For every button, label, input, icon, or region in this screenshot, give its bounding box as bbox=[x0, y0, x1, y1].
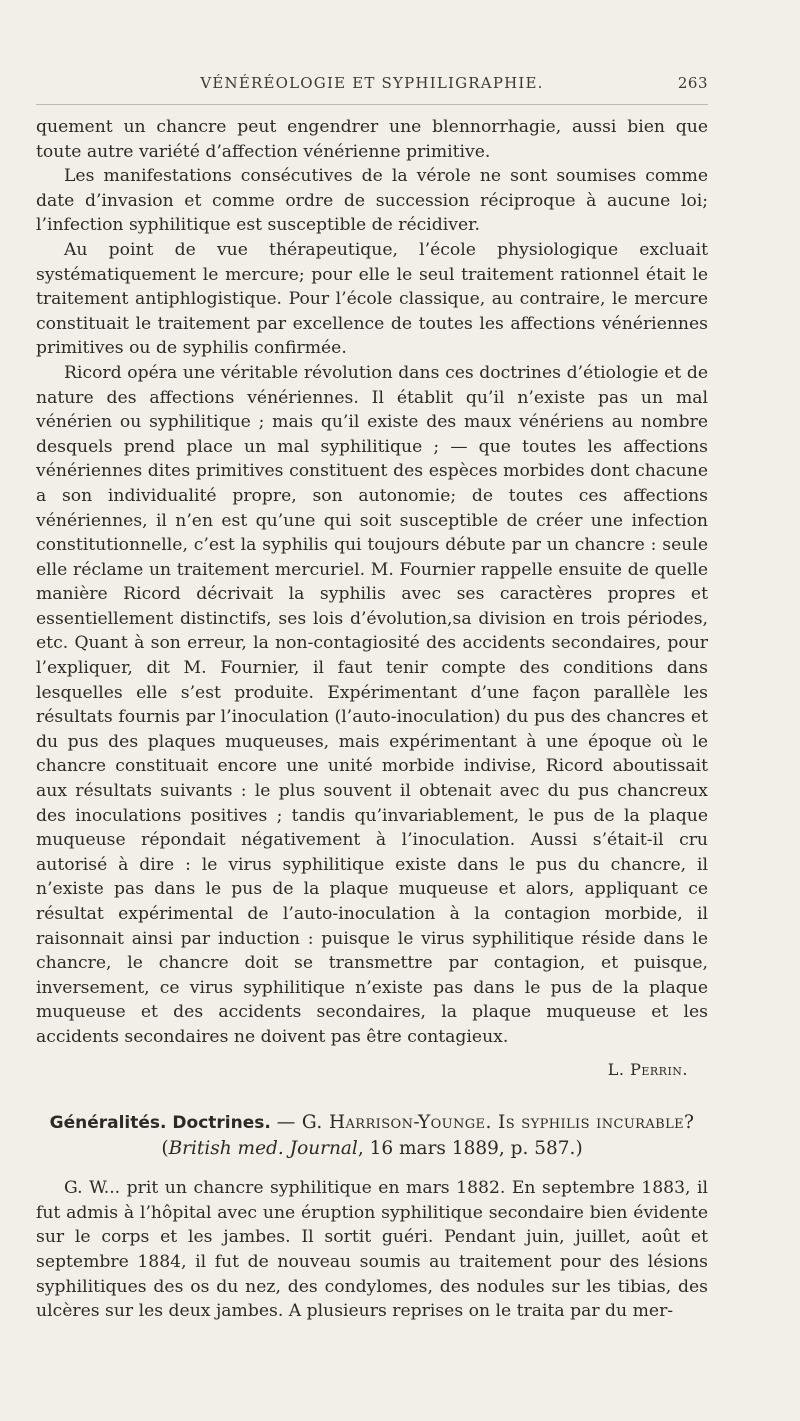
author-and-title: — G. Harrison-Younge. Is syphilis incurable? bbox=[276, 1112, 695, 1134]
running-header bbox=[36, 74, 708, 98]
citation-details: , 16 mars 1889, p. 587.) bbox=[357, 1138, 583, 1160]
paragraph: Ricord opéra une véritable révolution dans ces doctrines d’étiologie et de nature des affections vénériennes. Il établit qu’il n’existe pas un mal vénérien ou syphilitique ; mais qu’il existe des maux vénériens au nombre desquels prend place un mal syphilitique ; — que toutes les affections vénériennes dites primitives constituent des espèces morbides dont chacune a son individualité propre, son autonomie; de toutes ces affections vénériennes, il n’en est qu’une qui soit susceptible de créer une infection constitutionnelle, c’est la syphilis qui toujours débute par un chancre : seule elle réclame un traitement mercuriel. M. Fournier rappelle ensuite de quelle manière Ricord décrivait la syphilis avec ses caractères propres et essentiellement distinctifs, ses lois d’évolution,sa division en trois périodes, etc. Quant à son erreur, la non-contagiosité des accidents secondaires, pour l’expliquer, dit M. Fournier, il faut tenir compte des conditions dans lesquelles elle s’est produite. Expérimentant d’une façon parallèle les résultats fournis par l’inoculation (l’auto-inoculation) du pus des chancres et du pus des plaques muqueuses, mais expérimentant à une époque où le chancre constituait encore une unité morbide indivise, Ricord aboutissait aux résultats suivants : le plus souvent il obtenait avec du pus chancreux des inoculations positives ; tandis qu’invariablement, le pus de la plaque muqueuse répondait négativement à l’inoculation. Aussi s’était-il cru autorisé à dire : le virus syphilitique existe dans le pus du chancre, il n’existe pas dans le pus de la plaque muqueuse et alors, appliquant ce résultat expérimental de l’auto-inoculation à la contagion morbide, il raisonnait ainsi par induction : puisque le virus syphilitique réside dans le chancre, le chancre doit se transmettre par contagion, et puisque, inversement, ce virus syphilitique n’existe pas dans le pus de la plaque muqueuse et des accidents secondaires, la plaque muqueuse et les accidents secondaires ne doivent pas être contagieux. bbox=[36, 362, 708, 1047]
paragraph: Les manifestations consécutives de la vérole ne sont soumises comme date d’invasion et comme ordre de succession réciproque à aucune loi; l’infection syphilitique est susceptible de récidiver. bbox=[36, 166, 708, 236]
page-number: 263 bbox=[677, 74, 708, 92]
citation-open: ( bbox=[161, 1138, 169, 1160]
author-signature: L. Perrin. bbox=[607, 1059, 688, 1079]
entry-title bbox=[36, 1110, 708, 1162]
running-title: VÉNÉRÉOLOGIE ET SYPHILIGRAPHIE. bbox=[200, 74, 544, 92]
article-body bbox=[36, 115, 708, 1324]
paragraph: G. W... prit un chancre syphilitique en mars 1882. En septembre 1883, il fut admis à l’hôpital avec une éruption syphilitique secondaire bien évidente sur le corps et les jambes. Il sortit guéri. Pendant juin, juillet, août et septembre 1884, il fut de nouveau soumis au traitement pour des lésions syphilitiques des os du nez, des condylomes, des nodules sur les tibias, des ulcères sur les deux jambes. A plusieurs reprises on le traita par du mer- bbox=[36, 1178, 708, 1322]
paragraph-continuation: quement un chancre peut engendrer une blennorrhagie, aussi bien que toute autre variété d’affection vénérienne primitive. bbox=[36, 117, 708, 162]
section-heading: Généralités. Doctrines. bbox=[49, 1113, 271, 1134]
entry-body bbox=[36, 1176, 708, 1324]
citation bbox=[36, 1136, 708, 1162]
entry-title-line bbox=[36, 1110, 708, 1136]
paragraph: Au point de vue thérapeutique, l’école physiologique excluait systématiquement le mercure; pour elle le seul traitement rationnel était le traitement antiphlogistique. Pour l’école classique, au contraire, le mercure constituait le traitement par excellence de toutes les affections vénériennes primitives ou de syphilis confirmée. bbox=[36, 239, 708, 359]
journal-name: British med. Journal bbox=[168, 1138, 358, 1160]
header-rule bbox=[36, 104, 708, 105]
